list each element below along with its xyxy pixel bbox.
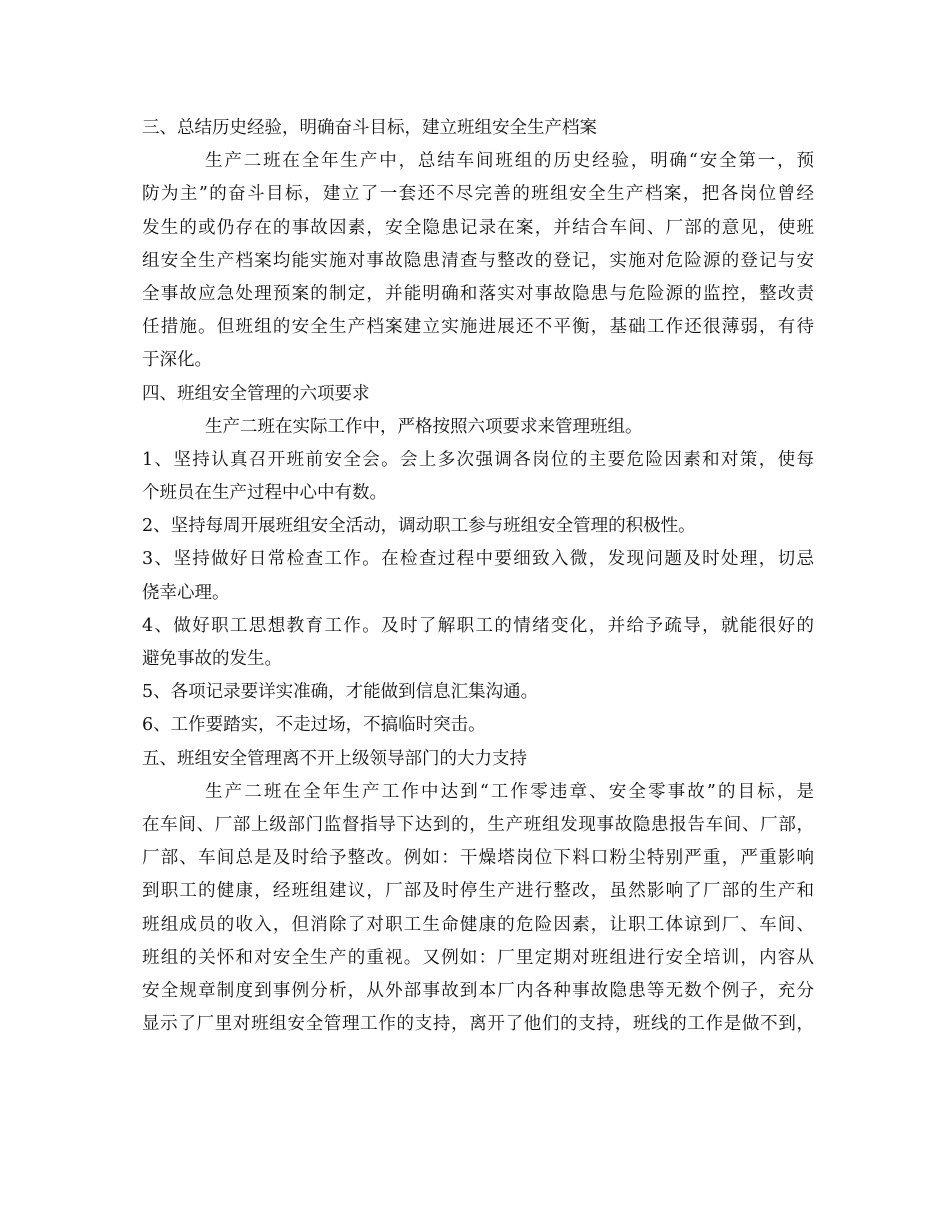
paragraph [142,776,814,1042]
text-line: 安全规章制度到事例分析，从外部事故到本厂内各种事故隐患等无数个例子，充分 [142,980,814,1001]
list-item [142,676,814,709]
paragraph [142,145,814,377]
text-line: 班组的关怀和对安全生产的重视。又例如：厂里定期对班组进行安全培训，内容从 [142,947,814,968]
section-heading: 五、班组安全管理离不开上级领导部门的大力支持 [142,748,527,769]
text-line: 生产二班在全年生产中，总结车间班组的历史经验，明确“安全第一，预 [205,151,814,172]
list-item [142,610,814,676]
text-line: 1、坚持认真召开班前安全会。会上多次强调各岗位的主要危险因素和对策，使每 [142,449,814,470]
text-line: 显示了厂里对班组安全管理工作的支持，离开了他们的支持，班线的工作是做不到， [142,1014,814,1035]
text-line: 组安全生产档案均能实施对事故隐患清查与整改的登记，实施对危险源的登记与安 [142,250,814,271]
section-heading: 三、总结历史经验，明确奋斗目标，建立班组安全生产档案 [142,118,597,138]
text-line: 于深化。 [142,350,212,371]
document-page [142,112,814,1041]
text-line: 2、坚持每周开展班组安全活动，调动职工参与班组安全管理的积极性。 [142,516,696,537]
text-line: 在车间、厂部上级部门监督指导下达到的，生产班组发现事故隐患报告车间、厂部， [142,814,814,835]
text-line: 生产二班在全年生产工作中达到“工作零违章、安全零事故”的目标，是 [205,781,814,802]
text-line: 避免事故的发生。 [142,649,282,669]
text-line: 班组成员的收入，但消除了对职工生命健康的危险因素，让职工体谅到厂、车间、 [142,914,814,935]
list-item [142,444,814,510]
text-line: 4、做好职工思想教育工作。及时了解职工的情绪变化，并给予疏导，就能很好的 [142,615,814,636]
text-line: 侥幸心理。 [142,582,230,603]
section-heading: 四、班组安全管理的六项要求 [142,383,370,404]
text-line: 3、坚持做好日常检查工作。在检查过程中要细致入微，发现问题及时处理，切忌 [142,549,814,570]
text-line: 防为主”的奋斗目标，建立了一套还不尽完善的班组安全生产档案，把各岗位曾经 [142,184,814,205]
text-line: 个班员在生产过程中心中有数。 [142,483,387,504]
list-item [142,709,814,742]
text-line: 6、工作要踏实，不走过场，不搞临时突击。 [142,715,486,736]
text-line: 5、各项记录要详实准确，才能做到信息汇集沟通。 [142,682,539,703]
list-item [142,543,814,609]
list-item [142,510,814,543]
paragraph: 生产二班在实际工作中，严格按照六项要求来管理班组。 [205,416,643,437]
text-line: 到职工的健康，经班组建议，厂部及时停生产进行整改，虽然影响了厂部的生产和 [142,881,814,902]
text-line: 发生的或仍存在的事故因素，安全隐患记录在案，并结合车间、厂部的意见，使班 [142,217,814,238]
text-line: 任措施。但班组的安全生产档案建立实施进展还不平衡，基础工作还很薄弱，有待 [142,317,814,338]
text-line: 厂部、车间总是及时给予整改。例如：干燥塔岗位下料口粉尘特别严重，严重影响 [142,848,814,869]
text-line: 全事故应急处理预案的制定，并能明确和落实对事故隐患与危险源的监控，整改责 [142,283,814,304]
